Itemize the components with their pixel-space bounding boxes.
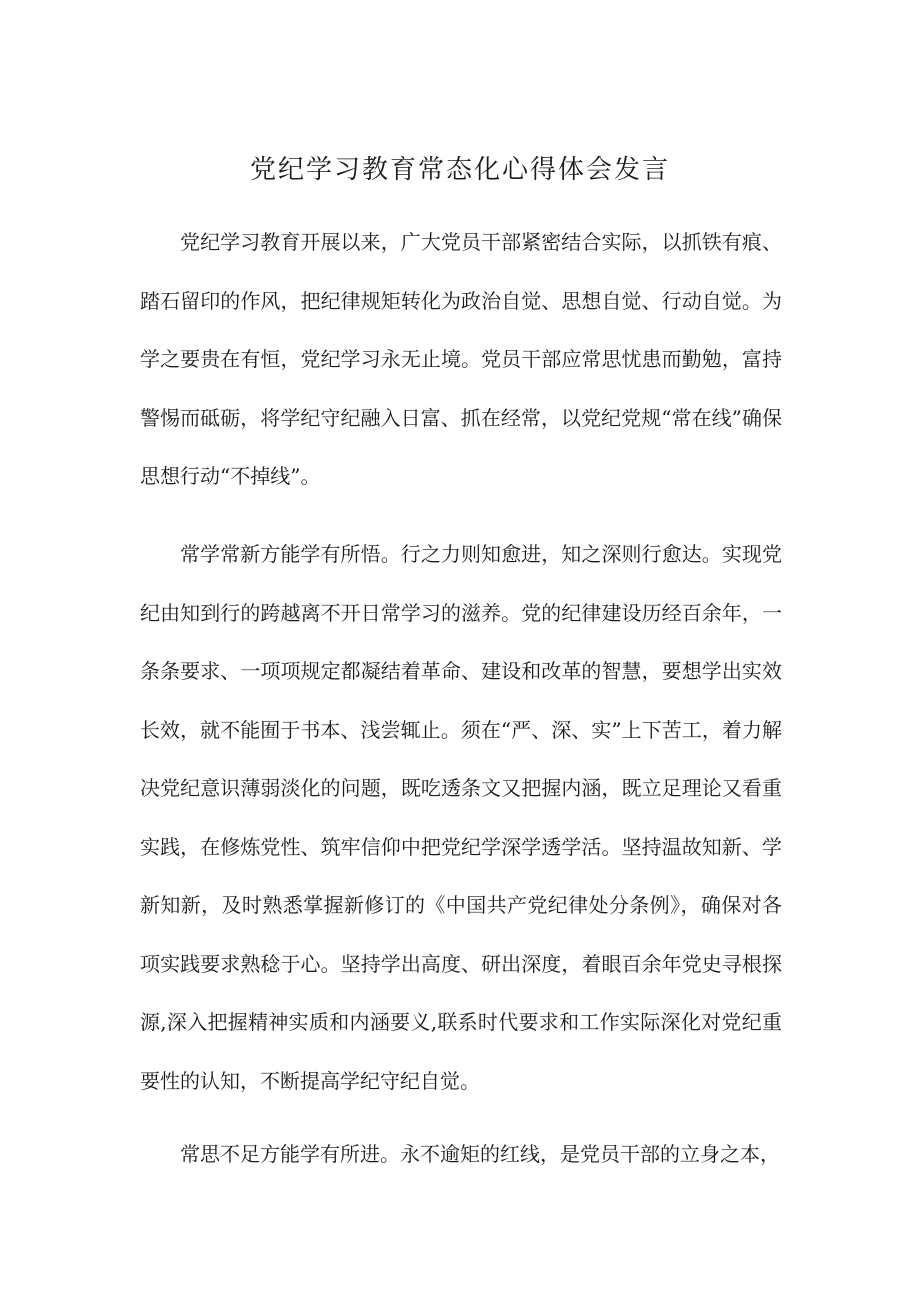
- document-title: 党纪学习教育常态化心得体会发言: [249, 155, 670, 185]
- paragraph-3: 常思不足方能学有所进。永不逾矩的红线，是党员干部的立身之本，: [180, 1142, 780, 1166]
- paragraph-2: 常学常新方能学有所悟。行之力则知愈进，知之深则行愈达。实现党纪由知到行的跨越离不开日常学习的滋养。党的纪律建设历经百余年，一条条要求、一项项规定都凝结着革命、建设和改革的智慧，要想学出实效长效，就不能囿于书本、浅尝辄止。须在“严、深、实”上下苦工，着力解决党纪意识薄弱淡化的问题，既吃透条文又把握内涵，既立足理论又看重实践，在修炼党性、筑牢信仰中把党纪学深学透学活。坚持温故知新、学新知新，及时熟悉掌握新修订的《中国共产党纪律处分条例》，确保对各项实践要求熟稔于心。坚持学出高度、研出深度，着眼百余年党史寻根探源,深入把握精神实质和内涵要义,联系时代要求和工作实际深化对党纪重要性的认知，不断提高学纪守纪自觉。: [140, 542, 782, 1093]
- paragraph-1: 党纪学习教育开展以来，广大党员干部紧密结合实际，以抓铁有痕、踏石留印的作风，把纪律规矩转化为政治自觉、思想自觉、行动自觉。为学之要贵在有恒，党纪学习永无止境。党员干部应常思忧患而勤勉，富持警惕而砥砺，将学纪守纪融入日富、抓在经常，以党纪党规“常在线”确保思想行动“不掉线”。: [140, 230, 782, 488]
